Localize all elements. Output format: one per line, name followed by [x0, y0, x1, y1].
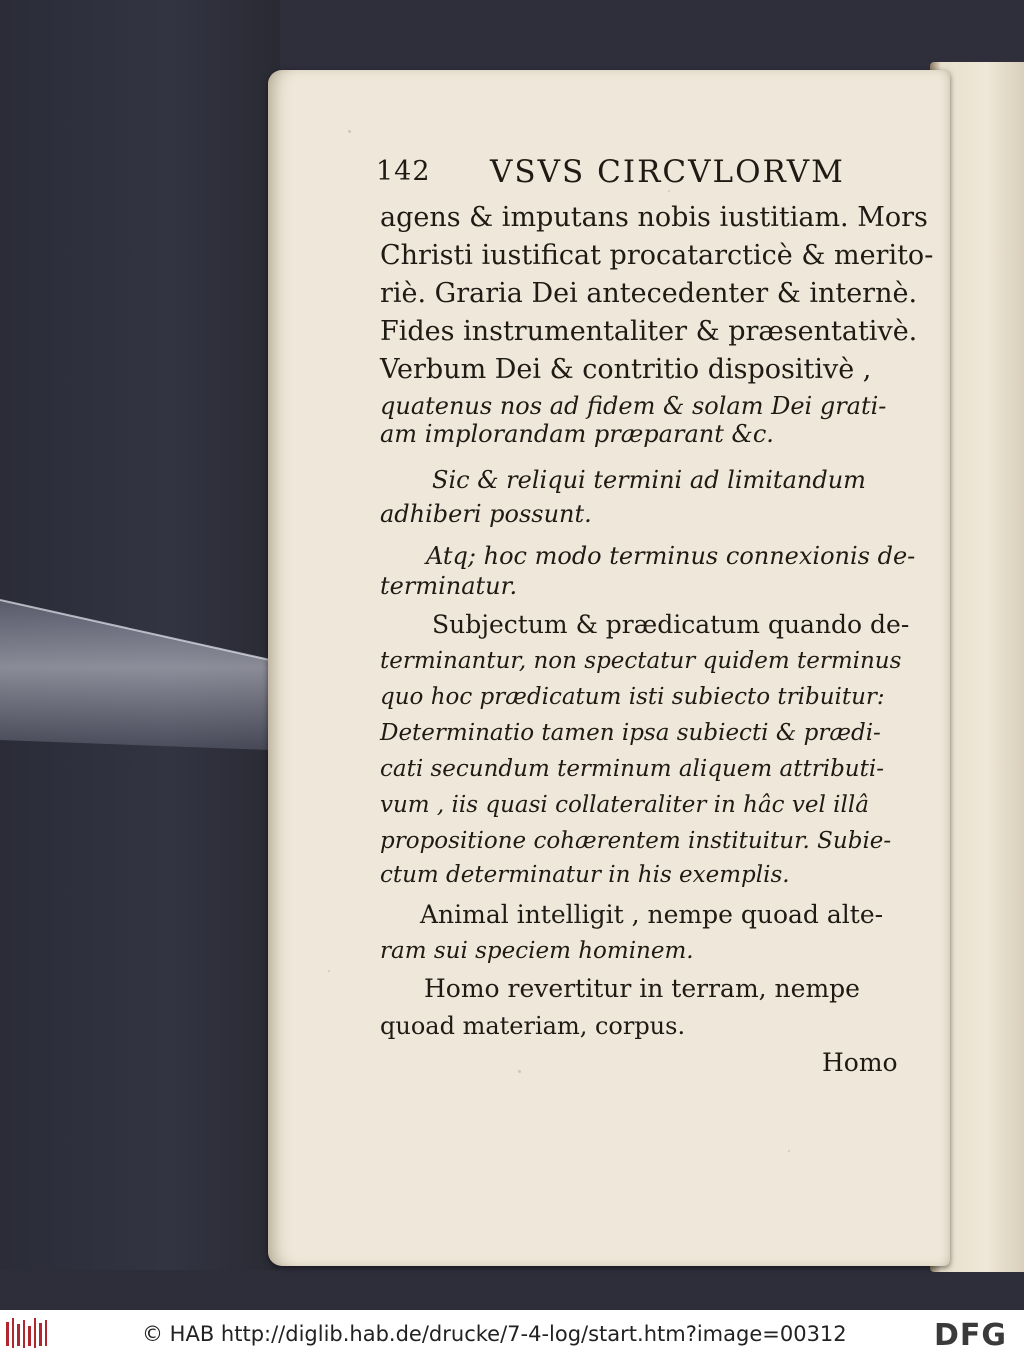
running-head: VSVS CIRCVLORVM: [490, 154, 845, 190]
text-line: Fides instrumentaliter & præsentativè.: [380, 316, 918, 347]
hab-barcode-logo: [6, 1318, 48, 1348]
text-line: adhiberi possunt.: [380, 500, 592, 528]
dfg-logo: DFG: [934, 1318, 1008, 1353]
text-line: ram sui speciem hominem.: [380, 938, 694, 964]
text-line: vum , iis quasi collateraliter in hâc vel illâ: [380, 792, 869, 818]
text-line: Christi iustificat procatarcticè & merito-: [380, 240, 934, 271]
text-line: Determinatio tamen ipsa subiecti & prædi-: [380, 720, 881, 746]
text-line: Atq; hoc modo terminus connexionis de-: [426, 542, 916, 570]
text-line: quatenus nos ad fidem & solam Dei grati-: [380, 392, 887, 420]
text-line: agens & imputans nobis iustitiam. Mors: [380, 202, 928, 233]
copyright-link[interactable]: © HAB http://diglib.hab.de/drucke/7-4-log/start.htm?image=00312: [142, 1322, 847, 1346]
text-line: riè. Graria Dei antecedenter & internè.: [380, 278, 918, 309]
text-line: propositione cohærentem instituitur. Subie-: [380, 828, 892, 854]
text-line: Homo revertitur in terram, nempe: [424, 974, 860, 1003]
text-line: Verbum Dei & contritio dispositivè ,: [380, 354, 872, 385]
text-line: Subjectum & prædicatum quando de-: [432, 610, 910, 639]
text-line: ctum determinatur in his exemplis.: [380, 862, 790, 888]
text-line: quoad materiam, corpus.: [380, 1012, 686, 1040]
text-line: quo hoc prædicatum isti subiecto tribuitur:: [380, 684, 885, 710]
text-line: terminatur.: [380, 572, 518, 600]
scanner-background-bottom: [0, 1270, 1024, 1310]
text-line: am implorandam præparant &c.: [380, 420, 774, 448]
text-line: cati secundum terminum aliquem attributi-: [380, 756, 884, 782]
text-line: Sic & reliqui termini ad limitandum: [432, 466, 866, 494]
text-line: terminantur, non spectatur quidem terminus: [380, 648, 902, 674]
page-number: 142: [376, 156, 431, 187]
text-line: Animal intelligit , nempe quoad alte-: [420, 900, 884, 929]
catchword: Homo: [822, 1048, 898, 1077]
